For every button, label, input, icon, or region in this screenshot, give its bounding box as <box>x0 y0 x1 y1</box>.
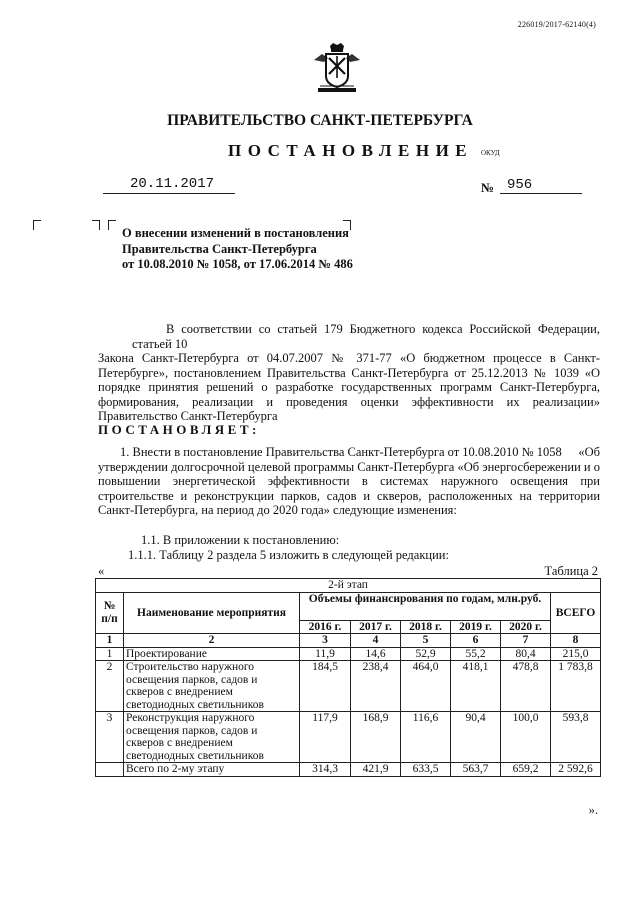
number-label: № <box>481 180 495 195</box>
row-name: Проектирование <box>124 647 300 661</box>
total-value: 659,2 <box>501 763 551 777</box>
preamble-text: постановлением Правительства Санкт-Петербурга от 25.12.2013 № 1039 <box>173 365 579 380</box>
corner-mark <box>33 220 41 230</box>
row-value: 117,9 <box>300 712 351 763</box>
total-value: 563,7 <box>451 763 501 777</box>
year-header: 2019 г. <box>451 620 501 634</box>
subject-line: О внесении изменений в постановления <box>122 226 349 240</box>
subject-line: от 10.08.2010 № 1058, от 17.06.2014 № 486 <box>122 257 353 271</box>
row-value: 100,0 <box>501 712 551 763</box>
table-row <box>96 661 601 712</box>
table-row <box>96 647 601 661</box>
clause-text: «Об энергосбережении и о повышении энергетической эффективности в системах <box>98 459 600 488</box>
row-total: 593,8 <box>551 712 601 763</box>
year-header: 2016 г. <box>300 620 351 634</box>
document-subject <box>122 226 353 273</box>
document-type-title: ПОСТАНОВЛЕНИЕ <box>228 141 474 160</box>
year-header: 2017 г. <box>351 620 401 634</box>
preamble-text: их реализации» Правительство Санкт-Петербурга <box>98 394 600 423</box>
col-header-no: № п/п <box>96 592 124 634</box>
clause-text: «Об утверждении долгосрочной целевой программы Санкт-Петербурга <box>98 445 600 474</box>
table-row <box>96 712 601 763</box>
row-value: 184,5 <box>300 661 351 712</box>
clause-text: изменения: <box>397 503 457 517</box>
col-number: 3 <box>300 634 351 648</box>
row-value: 52,9 <box>401 647 451 661</box>
preamble-text: «О порядке принятия решений о разработке государственных программ <box>98 365 601 394</box>
row-value: 478,8 <box>501 661 551 712</box>
row-total: 215,0 <box>551 647 601 661</box>
okud-label: ОКУД <box>481 149 500 157</box>
row-value: 11,9 <box>300 647 351 661</box>
total-value: 314,3 <box>300 763 351 777</box>
col-header-total: ВСЕГО <box>551 592 601 634</box>
total-value: 421,9 <box>351 763 401 777</box>
funding-table <box>95 578 601 777</box>
number-underline <box>500 193 582 194</box>
col-number: 5 <box>401 634 451 648</box>
coat-of-arms-icon <box>312 42 362 97</box>
row-no: 1 <box>96 647 124 661</box>
subclause-1-1-1: 1.1.1. Таблицу 2 раздела 5 изложить в следующей редакции: <box>128 548 449 562</box>
row-value: 116,6 <box>401 712 451 763</box>
clause-text: наружного освещения при строительстве и реконструкции парков, садов и скверов, <box>98 474 601 503</box>
document-number: 956 <box>507 177 533 193</box>
col-header-funding: Объемы финансирования по годам, млн.руб. <box>300 592 551 620</box>
row-value: 418,1 <box>451 661 501 712</box>
col-number: 4 <box>351 634 401 648</box>
col-number: 6 <box>451 634 501 648</box>
row-value: 90,4 <box>451 712 501 763</box>
row-no <box>96 763 124 777</box>
preamble-paragraph <box>98 322 600 424</box>
row-total: 1 783,8 <box>551 661 601 712</box>
preamble-text: В соответствии со статьей 179 Бюджетного кодекса Российской Федерации, статьей 10 <box>132 322 600 351</box>
clause-text: 1. Внести в постановление Правительства Санкт-Петербурга от 10.08.2010 № 1058 <box>120 445 562 459</box>
year-header: 2020 г. <box>501 620 551 634</box>
total-label: Всего по 2-му этапу <box>124 763 300 777</box>
col-number: 1 <box>96 634 124 648</box>
table-total-row <box>96 763 601 777</box>
grand-total: 2 592,6 <box>551 763 601 777</box>
row-no: 2 <box>96 661 124 712</box>
row-name: Строительство наружного освещения парков, садов и скверов с внедрением светодиодных светильников <box>124 661 300 712</box>
document-date: 20.11.2017 <box>130 176 215 192</box>
stage-header: 2-й этап <box>96 579 601 593</box>
col-header-name: Наименование мероприятия <box>124 592 300 634</box>
table-label: Таблица 2 <box>544 564 598 578</box>
corner-mark <box>108 220 116 230</box>
year-header: 2018 г. <box>401 620 451 634</box>
row-value: 238,4 <box>351 661 401 712</box>
subclause-1-1: 1.1. В приложении к постановлению: <box>141 533 340 547</box>
subject-line: Правительства Санкт-Петербурга <box>122 241 317 256</box>
row-name: Реконструкция наружного освещения парков, садов и скверов с внедрением светодиодных светильников <box>124 712 300 763</box>
clause-1 <box>98 445 600 518</box>
row-value: 464,0 <box>401 661 451 712</box>
total-value: 633,5 <box>401 763 451 777</box>
row-value: 168,9 <box>351 712 401 763</box>
document-id: 226019/2017-62140(4) <box>517 20 596 29</box>
preamble-text: Закона Санкт-Петербурга от 04.07.2007 № 371-77 «О бюджетном процессе в Санкт-Петербурге», <box>98 351 600 380</box>
decree-heading: ПОСТАНОВЛЯЕТ: <box>98 422 260 437</box>
clause-text: расположенных на территории Санкт-Петербурга, на период до 2020 года» следующие <box>98 488 601 517</box>
row-value: 14,6 <box>351 647 401 661</box>
opening-quote: « <box>98 564 105 578</box>
corner-mark <box>92 220 100 230</box>
col-number: 2 <box>124 634 300 648</box>
row-value: 55,2 <box>451 647 501 661</box>
row-no: 3 <box>96 712 124 763</box>
government-name: ПРАВИТЕЛЬСТВО САНКТ-ПЕТЕРБУРГА <box>167 112 473 129</box>
date-underline <box>103 193 235 194</box>
col-number: 7 <box>501 634 551 648</box>
closing-quote: ». <box>588 803 598 817</box>
col-number: 8 <box>551 634 601 648</box>
preamble-text: Санкт-Петербурга, формирования, реализации и проведения оценки эффективности <box>98 380 600 409</box>
row-value: 80,4 <box>501 647 551 661</box>
